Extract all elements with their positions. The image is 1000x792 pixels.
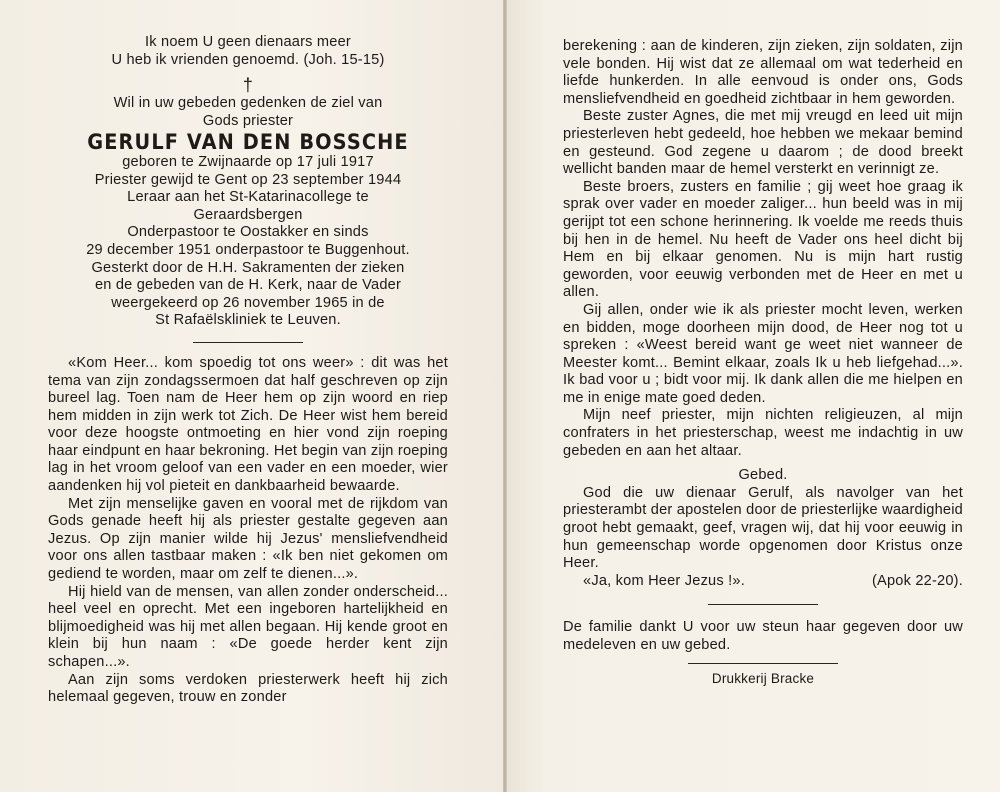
intro-line: Wil in uw gebeden gedenken de ziel van	[113, 95, 383, 112]
bio-line: St Rafaëlskliniek te Leuven.	[155, 312, 341, 329]
motto	[48, 34, 448, 69]
paragraph: berekening : aan de kinderen, zijn zieken, zijn soldaten, zijn vele bonden. Hij wist dat ze allemaal om wat tederheid en liefde hunkerden. In alle eenvoud is onder ons, Gods mensliefvendheid en goedheid zichtbaar in hem geworden.	[563, 38, 963, 107]
divider	[193, 342, 303, 343]
closing-reference: (Apok 22-20).	[871, 572, 963, 589]
paragraph: Aan zijn soms verdoken priesterwerk heeft hij zich helemaal gegeven, trouw en zonder	[48, 671, 448, 706]
paragraph: Gij allen, onder wie ik als priester mocht leven, werken en bidden, moge doorheen mijn dood, de Heer nog tot u spreken : «Weest bereid want ge weet niet wanneer de Meester komt... Bemint elkaar, zoals Ik u heb liefgehad...». Ik bad voor u ; bidt voor mij. Ik dank allen die me hielpen en me in enige mate goed deden.	[563, 301, 963, 406]
divider	[708, 604, 818, 605]
bio-line: Priester gewijd te Gent op 23 september 1944	[94, 171, 402, 188]
printer-name: Drukkerij Bracke	[711, 670, 815, 686]
bio-line: Onderpastoor te Oostakker en sinds	[127, 224, 369, 241]
closing-row	[563, 573, 963, 591]
paragraph: «Kom Heer... kom spoedig tot ons weer» : dit was het tema van zijn zondagssermoen dat half geschreven op zijn bureel lag. Toen nam de Heer hem op zijn woord en riep hem midden in zijn werk tot Zich. De Heer wist hem bereid voor deze hoogste ontmoeting en hier vond zijn roeping haar eindpunt en haar bekroning. Het begin van zijn roeping lag in het vroom geloof van een vader en een moeder, wier aandenken hij vol pieteit en dankbaarheid bewaarde.	[48, 354, 448, 495]
paragraph: Beste zuster Agnes, die met mij vreugd en leed uit mijn priesterleven hebt gedeeld, hoe hebben we mekaar bemind en gesteund. God zegene u daarom ; de dood breekt wellicht banden maar de hemel versterkt en verinnigt ze.	[563, 108, 963, 178]
bio-line: Geraardsbergen	[193, 206, 303, 223]
deceased-name: GERULF VAN DEN BOSSCHE	[87, 130, 409, 155]
paragraph: Met zijn menselijke gaven en vooral met de rijkdom van Gods genade heeft hij als priester gestalte gegeven aan Jezus. Op zijn manier wilde hij Jezus' mensliefvendheid voor ons allen tastbaar maken : «Ik ben niet gekomen om gediend te worden, maar om zelf te dienen...».	[48, 495, 448, 583]
left-column	[48, 34, 448, 707]
bio-line: 29 december 1951 onderpastoor te Buggenhout.	[86, 241, 410, 258]
motto-line: U heb ik vrienden genoemd. (Joh. 15-15)	[111, 51, 385, 68]
paragraph: Beste broers, zusters en familie ; gij weet hoe graag ik sprak over vader en moeder zaliger... hun beeld was in mij gerijpt tot een schone herinnering. Ik voelde me reeds thuis bij hen in de hemel. Nu heeft de Vader ons heel dicht bij Hem en bij elkaar genomen. Nu is mijn hart rustig geworden, voor eeuwig verbonden met de Heer en met u allen.	[563, 178, 963, 301]
bio-line: Gesterkt door de H.H. Sakramenten der zieken	[91, 259, 405, 276]
divider	[688, 663, 838, 664]
center-fold	[503, 0, 507, 792]
intro-line: Gods priester	[202, 112, 294, 129]
biography	[48, 154, 448, 330]
cross-icon: †	[242, 75, 254, 96]
prayer-title: Gebed.	[738, 467, 788, 484]
bio-line: Leraar aan het St-Katarinacollege te	[127, 189, 369, 206]
right-column	[563, 38, 963, 687]
bio-line: en de gebeden van de H. Kerk, naar de Vader	[94, 277, 402, 294]
bio-line: geboren te Zwijnaarde op 17 juli 1917	[122, 153, 374, 170]
closing-quote: «Ja, kom Heer Jezus !».	[583, 572, 745, 589]
bio-line: weergekeerd op 26 november 1965 in de	[111, 294, 385, 311]
paragraph: Hij hield van de mensen, van allen zonder onderscheid... heel veel en oprecht. Met een ingeboren hartelijkheid en blijmoedigheid was hij met allen begaan. Hij kende groot en klein bij hun naam : «De goede herder kent zijn schapen...».	[48, 583, 448, 670]
prayer: God die uw dienaar Gerulf, als navolger van het priesterambt der apostelen door de priesterlijke waardigheid groot hebt gemaakt, geef, vragen wij, dat hij voor eeuwig in hun gemeenschap worde opgenomen door Kristus onze Heer.	[563, 484, 963, 572]
paragraph: Mijn neef priester, mijn nichten religieuzen, al mijn confraters in het priesterschap, weest me indachtig in uw gebeden en aan het altaar.	[563, 407, 963, 459]
motto-line: Ik noem U geen dienaars meer	[145, 34, 351, 50]
intro	[48, 95, 448, 130]
family-thanks: De familie dankt U voor uw steun haar gegeven door uw medeleven en uw gebed.	[563, 619, 963, 653]
